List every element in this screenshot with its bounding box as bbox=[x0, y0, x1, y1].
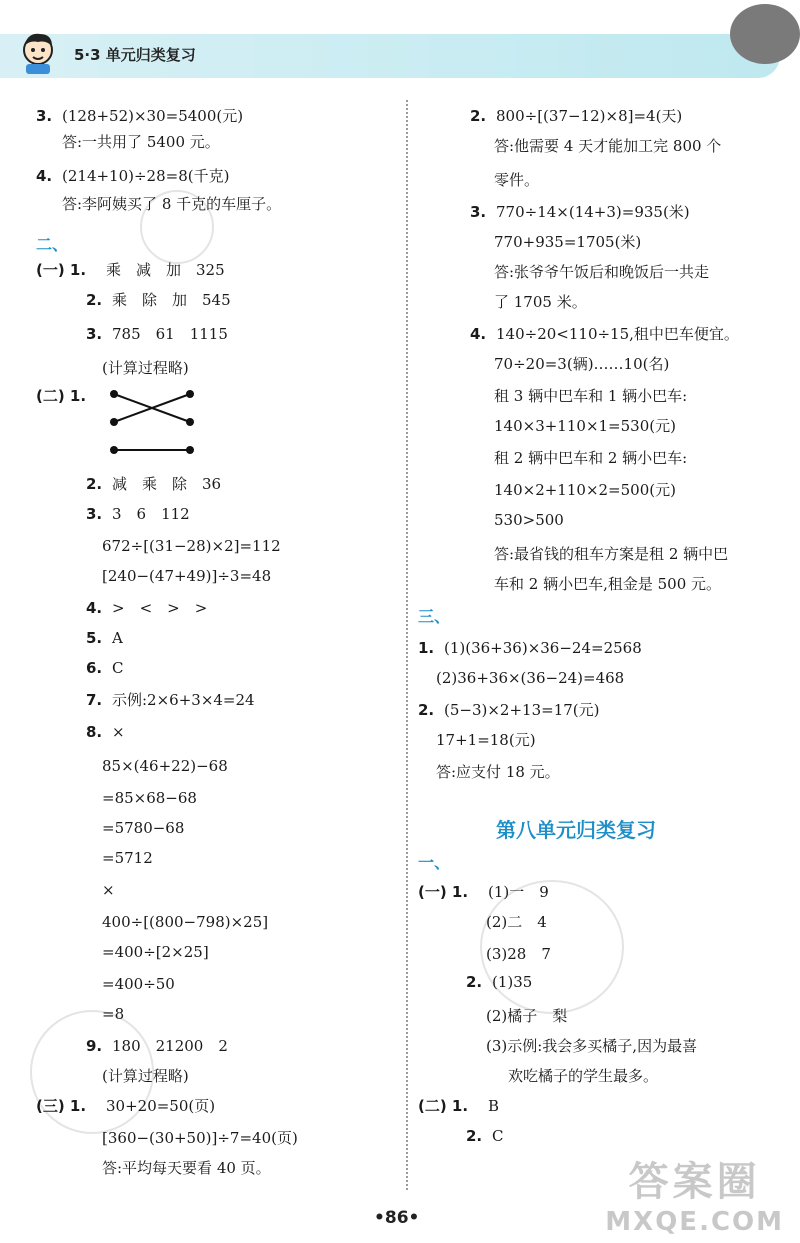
left-line bbox=[86, 1036, 228, 1056]
answer-text: 140×3+110×1=530(元) bbox=[494, 417, 676, 435]
item-number: (一) 1. bbox=[418, 883, 469, 901]
right-line bbox=[436, 730, 536, 750]
answer-text: × bbox=[112, 723, 125, 741]
left-line bbox=[102, 818, 184, 838]
right-line bbox=[494, 416, 676, 436]
left-line bbox=[102, 1066, 189, 1086]
right-line bbox=[494, 232, 641, 252]
left-line bbox=[36, 166, 229, 186]
left-line bbox=[102, 942, 209, 962]
item-number: 4. bbox=[470, 325, 487, 343]
answer-text: 了 1705 米。 bbox=[494, 293, 587, 311]
left-line bbox=[102, 1004, 124, 1024]
item-number: 5. bbox=[86, 629, 103, 647]
answer-text: (1)(36+36)×36−24=2568 bbox=[444, 639, 642, 657]
left-line bbox=[86, 598, 207, 618]
item-number: 3. bbox=[86, 325, 103, 343]
left-line bbox=[86, 658, 123, 678]
item-number: 2. bbox=[466, 973, 483, 991]
right-line bbox=[494, 262, 709, 282]
left-line bbox=[62, 194, 281, 214]
answer-text: [240−(47+49)]÷3=48 bbox=[102, 567, 272, 585]
item-number: 7. bbox=[86, 691, 103, 709]
answer-text: 85×(46+22)−68 bbox=[102, 757, 228, 775]
answer-text: 答:他需要 4 天才能加工完 800 个 bbox=[494, 137, 722, 155]
answer-text: (3)28 7 bbox=[486, 945, 551, 963]
right-line bbox=[470, 106, 682, 126]
right-line bbox=[486, 912, 547, 932]
answer-text: 欢吃橘子的学生最多。 bbox=[508, 1067, 659, 1085]
item-number: 9. bbox=[86, 1037, 103, 1055]
right-line bbox=[494, 170, 539, 190]
answer-text: 乘 减 加 325 bbox=[106, 261, 225, 279]
left-line bbox=[86, 722, 125, 742]
page-number: •86• bbox=[374, 1208, 420, 1228]
answer-text: =400÷50 bbox=[102, 975, 175, 993]
item-number: (二) 1. bbox=[418, 1097, 469, 1115]
right-line bbox=[436, 762, 560, 782]
answer-text: (2)二 4 bbox=[486, 913, 547, 931]
left-line bbox=[102, 756, 228, 776]
left-line bbox=[102, 880, 115, 900]
left-line bbox=[102, 974, 175, 994]
answer-text: (1)一 9 bbox=[488, 883, 549, 901]
left-line bbox=[86, 628, 123, 648]
right-line bbox=[470, 324, 739, 344]
answer-text: (128+52)×30=5400(元) bbox=[62, 107, 244, 125]
left-line bbox=[86, 690, 255, 710]
page-corner bbox=[730, 4, 800, 64]
item-number: 3. bbox=[470, 203, 487, 221]
answer-text: C bbox=[112, 659, 124, 677]
left-line bbox=[102, 788, 197, 808]
answer-text: C bbox=[492, 1127, 504, 1145]
left-line bbox=[36, 106, 243, 126]
answer-text: A bbox=[112, 629, 123, 647]
header-title: 5·3 单元归类复习 bbox=[74, 46, 196, 64]
right-line bbox=[418, 700, 600, 720]
answer-text: 减 乘 除 36 bbox=[112, 475, 222, 493]
right-line bbox=[494, 480, 676, 500]
right-line bbox=[466, 1126, 503, 1146]
column-divider bbox=[406, 100, 408, 1190]
answer-text: 示例:2×6+3×4=24 bbox=[112, 691, 255, 709]
answer-text: 答:应支付 18 元。 bbox=[436, 763, 560, 781]
watermark-logo: 答案圈 bbox=[628, 1159, 761, 1205]
answer-text: [360−(30+50)]÷7=40(页) bbox=[102, 1129, 298, 1147]
answer-text: =400÷[2×25] bbox=[102, 943, 209, 961]
item-number: 6. bbox=[86, 659, 103, 677]
answer-text: (2)36+36×(36−24)=468 bbox=[436, 669, 625, 687]
answer-text: 400÷[(800−798)×25] bbox=[102, 913, 269, 931]
answer-text: 30+20=50(页) bbox=[106, 1097, 216, 1115]
left-line bbox=[102, 912, 268, 932]
left-line bbox=[86, 324, 228, 344]
answer-text: 租 2 辆中巴车和 2 辆小巴车: bbox=[494, 449, 688, 467]
answer-text: 零件。 bbox=[494, 171, 540, 189]
answer-text: 乘 除 加 545 bbox=[112, 291, 231, 309]
answer-text: 800÷[(37−12)×8]=4(天) bbox=[496, 107, 683, 125]
right-line bbox=[494, 354, 669, 374]
item-number: 2. bbox=[466, 1127, 483, 1145]
right-line bbox=[418, 882, 549, 902]
answer-text: (3)示例:我会多买橘子,因为最喜 bbox=[486, 1037, 698, 1055]
answer-text: 答:最省钱的租车方案是租 2 辆中巴 bbox=[494, 545, 729, 563]
item-number: 3. bbox=[36, 107, 53, 125]
answer-text: (1)35 bbox=[492, 973, 533, 991]
answer-text: 140×2+110×2=500(元) bbox=[494, 481, 676, 499]
item-number: 2. bbox=[418, 701, 435, 719]
answer-text: 3 6 112 bbox=[112, 505, 190, 523]
right-line bbox=[508, 1066, 658, 1086]
item-number: 8. bbox=[86, 723, 103, 741]
mascot-icon bbox=[14, 28, 62, 76]
answer-text: =85×68−68 bbox=[102, 789, 197, 807]
watermark-url: MXQE.COM bbox=[605, 1207, 784, 1237]
item-number: 4. bbox=[86, 599, 103, 617]
right-line bbox=[494, 510, 564, 530]
answer-text: 租 3 辆中巴车和 1 辆小巴车: bbox=[494, 387, 688, 405]
left-line bbox=[36, 260, 225, 280]
right-line bbox=[418, 638, 642, 658]
left-line bbox=[36, 1096, 215, 1116]
unit-title: 第八单元归类复习 bbox=[496, 818, 656, 842]
item-number: 1. bbox=[418, 639, 435, 657]
answer-text: 180 21200 2 bbox=[112, 1037, 228, 1055]
answer-text: 答:一共用了 5400 元。 bbox=[62, 133, 220, 151]
answer-text: 140÷20<110÷15,租中巴车便宜。 bbox=[496, 325, 739, 343]
item-number: 2. bbox=[470, 107, 487, 125]
matching-diagram bbox=[108, 388, 198, 458]
answer-text: 答:张爷爷午饭后和晚饭后一共走 bbox=[494, 263, 710, 281]
answer-text: 车和 2 辆小巴车,租金是 500 元。 bbox=[494, 575, 722, 593]
answer-text: 答:李阿姨买了 8 千克的车厘子。 bbox=[62, 195, 282, 213]
answer-text: (214+10)÷28=8(千克) bbox=[62, 167, 230, 185]
answer-text: 672÷[(31−28)×2]=112 bbox=[102, 537, 281, 555]
right-line bbox=[486, 944, 551, 964]
left-line bbox=[62, 132, 220, 152]
answer-text: B bbox=[488, 1097, 500, 1115]
answer-text: × bbox=[102, 881, 115, 899]
watermark bbox=[605, 1150, 784, 1237]
answer-text: 17+1=18(元) bbox=[436, 731, 536, 749]
left-line bbox=[86, 504, 190, 524]
item-number: (一) 1. bbox=[36, 261, 87, 279]
answer-text: (2)橘子 梨 bbox=[486, 1007, 568, 1025]
answer-text: =5712 bbox=[102, 849, 153, 867]
right-line bbox=[494, 574, 721, 594]
right-line bbox=[486, 1036, 697, 1056]
right-line bbox=[418, 1096, 499, 1116]
answer-text: 770÷14×(14+3)=935(米) bbox=[496, 203, 690, 221]
answer-text: 785 61 1115 bbox=[112, 325, 228, 343]
right-line bbox=[494, 544, 728, 564]
answer-text: =8 bbox=[102, 1005, 125, 1023]
item-number: 4. bbox=[36, 167, 53, 185]
item-number: (三) 1. bbox=[36, 1097, 87, 1115]
answer-text: =5780−68 bbox=[102, 819, 185, 837]
item-number: 3. bbox=[86, 505, 103, 523]
answer-text: (计算过程略) bbox=[102, 359, 189, 377]
answer-text: 530>500 bbox=[494, 511, 564, 529]
right-line bbox=[494, 292, 587, 312]
left-line bbox=[102, 848, 153, 868]
left-line bbox=[102, 536, 281, 556]
section-heading: 一、 bbox=[418, 853, 451, 872]
item-number: 2. bbox=[86, 291, 103, 309]
left-line bbox=[102, 1128, 298, 1148]
section-heading: 二、 bbox=[36, 235, 69, 254]
right-line bbox=[436, 668, 624, 688]
left-line bbox=[102, 1158, 271, 1178]
answer-text: 770+935=1705(米) bbox=[494, 233, 642, 251]
answer-text: > < > > bbox=[112, 599, 208, 617]
answer-text: 70÷20=3(辆)……10(名) bbox=[494, 355, 670, 373]
answer-text: 答:平均每天要看 40 页。 bbox=[102, 1159, 271, 1177]
right-line bbox=[470, 202, 690, 222]
right-line bbox=[494, 136, 721, 156]
left-line bbox=[36, 386, 106, 406]
right-line bbox=[494, 448, 687, 468]
item-number: (二) 1. bbox=[36, 387, 87, 405]
answer-text: (5−3)×2+13=17(元) bbox=[444, 701, 600, 719]
right-line bbox=[466, 972, 532, 992]
section-heading: 三、 bbox=[418, 607, 451, 626]
left-line bbox=[86, 474, 221, 494]
answer-text: (计算过程略) bbox=[102, 1067, 189, 1085]
left-line bbox=[102, 358, 189, 378]
left-line bbox=[102, 566, 271, 586]
right-line bbox=[486, 1006, 567, 1026]
item-number: 2. bbox=[86, 475, 103, 493]
right-line bbox=[494, 386, 687, 406]
left-line bbox=[86, 290, 231, 310]
